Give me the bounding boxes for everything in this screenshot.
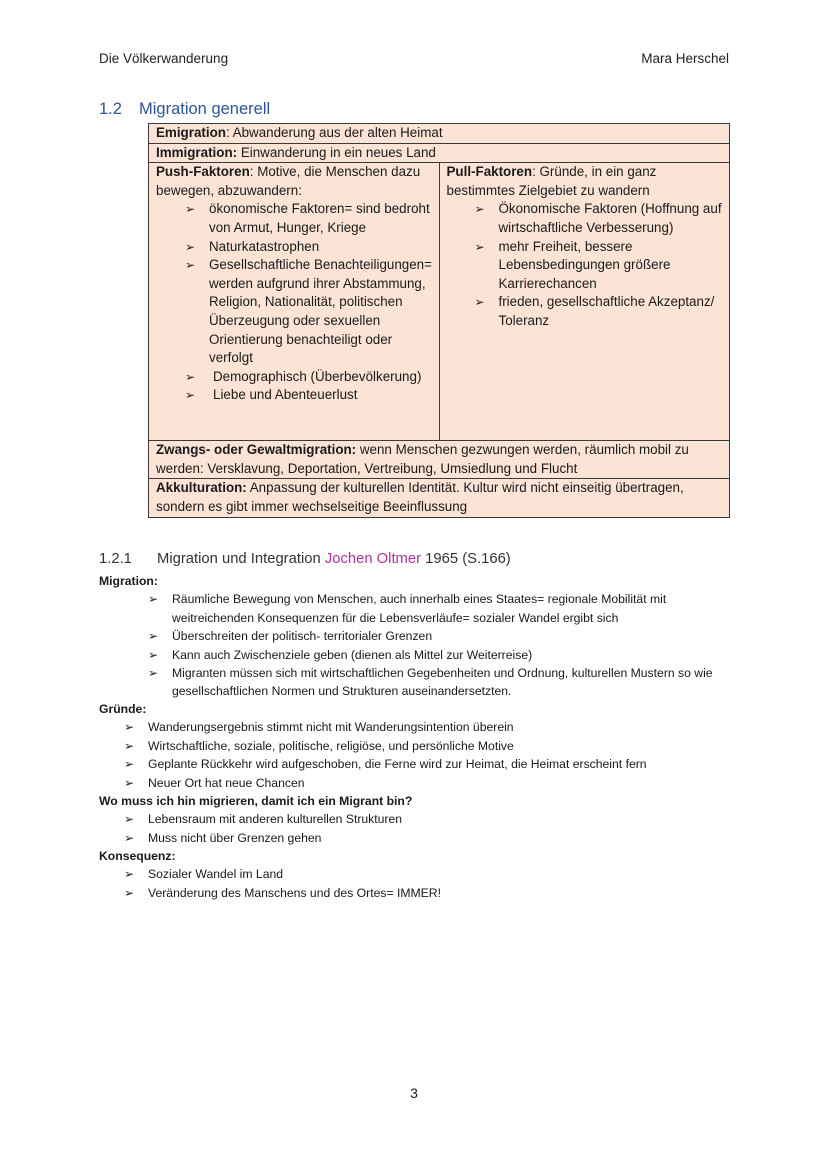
subsection-author: Jochen Oltmer bbox=[324, 551, 422, 567]
immigration-row bbox=[149, 143, 730, 163]
subsection-title: Migration und Integration bbox=[157, 551, 321, 567]
pull-list bbox=[447, 200, 724, 330]
forced-migration-row bbox=[149, 441, 730, 479]
list-item bbox=[99, 755, 729, 773]
list-item bbox=[156, 200, 433, 237]
list-item bbox=[99, 774, 729, 792]
consequence-list bbox=[99, 865, 729, 902]
forced-migration-term: Zwangs- oder Gewaltmigration: bbox=[156, 442, 357, 458]
migration-item-text: Migranten müssen sich mit wirtschaftlichen Gegebenheiten und Ordnung, kulturellen Mustern so wie gesellschaftlichen Normen und Strukturen auseinandersetzten. bbox=[172, 666, 713, 699]
arrow-bullet-icon: ➢ bbox=[124, 812, 135, 827]
emigration-text: : Abwanderung aus der alten Heimat bbox=[225, 125, 443, 140]
migration-section bbox=[99, 572, 729, 701]
push-intro: : Motive, die Menschen dazu bewegen, abzuwandern: bbox=[156, 164, 421, 198]
reasons-list bbox=[99, 718, 729, 792]
acculturation-term: Akkulturation: bbox=[156, 480, 247, 496]
reasons-item-text: Wanderungsergebnis stimmt nicht mit Wanderungsintention überein bbox=[148, 720, 514, 735]
list-item bbox=[156, 256, 433, 368]
push-item-text: Liebe und Abenteuerlust bbox=[213, 387, 358, 403]
acculturation-row bbox=[149, 479, 730, 517]
list-item bbox=[447, 200, 724, 237]
consequence-section bbox=[99, 847, 729, 902]
list-item bbox=[447, 238, 724, 294]
list-item bbox=[99, 810, 729, 828]
section-heading bbox=[99, 100, 270, 119]
list-item bbox=[99, 627, 729, 645]
arrow-bullet-icon: ➢ bbox=[185, 239, 196, 254]
definition-box bbox=[148, 123, 730, 518]
push-item-text: Demographisch (Überbevölkerung) bbox=[213, 368, 422, 384]
push-term: Push-Faktoren bbox=[156, 164, 250, 180]
pull-item-text: mehr Freiheit, bessere Lebensbedingungen größere Karrierechancen bbox=[498, 238, 671, 291]
subsection-reference: 1965 (S.166) bbox=[425, 551, 511, 567]
arrow-bullet-icon: ➢ bbox=[148, 592, 159, 607]
reasons-item-text: Wirtschaftliche, soziale, politische, religiöse, und persönliche Motive bbox=[148, 738, 514, 753]
migration-list bbox=[99, 590, 729, 700]
emigration-row bbox=[149, 124, 730, 144]
arrow-bullet-icon: ➢ bbox=[148, 629, 159, 644]
pull-factors-cell bbox=[439, 163, 730, 441]
arrow-bullet-icon: ➢ bbox=[474, 202, 485, 217]
arrow-bullet-icon: ➢ bbox=[185, 388, 196, 403]
list-item bbox=[99, 737, 729, 755]
arrow-bullet-icon: ➢ bbox=[124, 775, 135, 790]
pull-item-text: frieden, gesellschaftliche Akzeptanz/ Toleranz bbox=[498, 294, 715, 328]
arrow-bullet-icon: ➢ bbox=[474, 295, 485, 310]
page-number: 3 bbox=[410, 1085, 418, 1101]
arrow-bullet-icon: ➢ bbox=[474, 239, 485, 254]
forced-migration-text: wenn Menschen gezwungen werden, räumlich mobil zu werden: Versklavung, Deportation, Vertreibung, Umsiedlung und Flucht bbox=[156, 442, 689, 476]
pull-term: Pull-Faktoren bbox=[446, 164, 533, 180]
arrow-bullet-icon: ➢ bbox=[124, 830, 135, 845]
arrow-bullet-icon: ➢ bbox=[148, 647, 159, 662]
list-item bbox=[447, 293, 724, 330]
list-item bbox=[99, 718, 729, 736]
arrow-bullet-icon: ➢ bbox=[124, 867, 135, 882]
push-list bbox=[156, 200, 433, 405]
list-item bbox=[99, 884, 729, 902]
reasons-item-text: Neuer Ort hat neue Chancen bbox=[148, 775, 305, 790]
where-section bbox=[99, 792, 729, 847]
migration-item-text: Kann auch Zwischenziele geben (dienen als Mittel zur Weiterreise) bbox=[172, 647, 533, 662]
reasons-label: Gründe: bbox=[99, 702, 147, 716]
acculturation-text: Anpassung der kulturellen Identität. Kultur wird nicht einseitig übertragen, sondern es gibt immer wechselseitige Beeinflussung bbox=[156, 480, 684, 514]
pull-item-text: Ökonomische Faktoren (Hoffnung auf wirtschaftliche Verbesserung) bbox=[498, 201, 722, 235]
subsection-number: 1.2.1 bbox=[99, 551, 132, 567]
arrow-bullet-icon: ➢ bbox=[185, 202, 196, 217]
pull-intro: : Gründe, in ein ganz bestimmtes Zielgebiet zu wandern bbox=[446, 164, 657, 198]
arrow-bullet-icon: ➢ bbox=[124, 757, 135, 772]
subsection-heading bbox=[99, 551, 511, 567]
push-factors-cell bbox=[149, 163, 440, 441]
arrow-bullet-icon: ➢ bbox=[124, 738, 135, 753]
arrow-bullet-icon: ➢ bbox=[124, 720, 135, 735]
header-title: Die Völkerwanderung bbox=[99, 51, 229, 66]
push-item-text: ökonomische Faktoren= sind bedroht von Armut, Hunger, Kriege bbox=[209, 201, 430, 235]
consequence-item-text: Veränderung des Manschens und des Ortes= IMMER! bbox=[148, 885, 441, 900]
section-title: Migration generell bbox=[139, 100, 271, 118]
arrow-bullet-icon: ➢ bbox=[124, 885, 135, 900]
list-item bbox=[99, 664, 729, 701]
arrow-bullet-icon: ➢ bbox=[185, 258, 196, 273]
migration-label: Migration: bbox=[99, 574, 158, 588]
migration-item-text: Überschreiten der politisch- territorialer Grenzen bbox=[172, 629, 433, 644]
section-number: 1.2 bbox=[99, 100, 122, 118]
consequence-label: Konsequenz: bbox=[99, 849, 176, 863]
header-author: Mara Herschel bbox=[641, 51, 729, 66]
where-item-text: Lebensraum mit anderen kulturellen Strukturen bbox=[148, 812, 403, 827]
list-item bbox=[156, 238, 433, 257]
where-label: Wo muss ich hin migrieren, damit ich ein Migrant bin? bbox=[99, 794, 413, 808]
arrow-bullet-icon: ➢ bbox=[185, 369, 196, 384]
list-item bbox=[99, 590, 729, 627]
reasons-section bbox=[99, 700, 729, 792]
arrow-bullet-icon: ➢ bbox=[148, 666, 159, 681]
where-list bbox=[99, 810, 729, 847]
immigration-text: Einwanderung in ein neues Land bbox=[237, 144, 436, 160]
push-item-text: Gesellschaftliche Benachteiligungen= werden aufgrund ihrer Abstammung, Religion, Nationalität, politischen Überzeugung oder sexuellen Orientierung benachteiligt oder verfolgt bbox=[209, 257, 432, 366]
consequence-item-text: Sozialer Wandel im Land bbox=[148, 867, 284, 882]
list-item bbox=[99, 829, 729, 847]
list-item bbox=[156, 368, 433, 387]
where-item-text: Muss nicht über Grenzen gehen bbox=[148, 830, 322, 845]
emigration-term: Emigration bbox=[156, 125, 226, 140]
reasons-item-text: Geplante Rückkehr wird aufgeschoben, die Ferne wird zur Heimat, die Heimat erscheint fern bbox=[148, 757, 647, 772]
list-item bbox=[99, 865, 729, 883]
immigration-term: Immigration: bbox=[156, 144, 238, 160]
list-item bbox=[99, 646, 729, 664]
list-item bbox=[156, 386, 433, 405]
migration-item-text: Räumliche Bewegung von Menschen, auch innerhalb eines Staates= regionale Mobilität mit weitreichenden Konsequenzen für die Lebensverläufe= sozialer Wandel ergibt sich bbox=[172, 592, 667, 625]
push-item-text: Naturkatastrophen bbox=[209, 238, 320, 254]
